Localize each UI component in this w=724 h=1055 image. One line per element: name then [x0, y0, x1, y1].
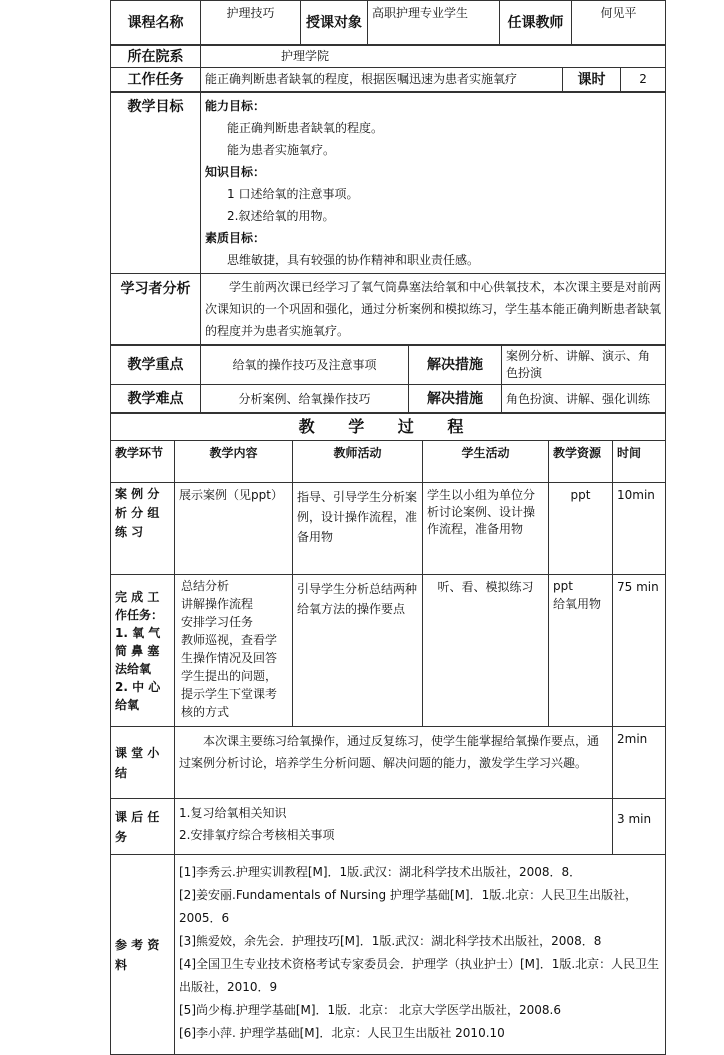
quality-item: 思维敏捷，具有较强的协作精神和职业责任感。 [227, 253, 480, 267]
row2-content-line: 总结分析 [181, 579, 230, 593]
ability-item: 能正确判断患者缺氧的程度。 [227, 121, 384, 135]
hours-label: 课时 [563, 68, 621, 92]
course-label: 课程名称 [111, 1, 201, 45]
goals-label: 教学目标 [111, 93, 201, 274]
college-task-table [110, 45, 666, 92]
row1-teacher: 指导、引导学生分析案例，设计操作流程，准备用物 [293, 483, 423, 575]
row2-stage-line: 给氧 [115, 697, 140, 712]
reference-item: [5]尚少梅.护理学基础[M]．1版．北京： 北京大学医学出版社，2008.6 [179, 1003, 561, 1017]
goals-table [110, 92, 666, 345]
process-table [110, 413, 666, 1055]
audience-label: 授课对象 [301, 1, 368, 45]
row2-student: 听、看、模拟练习 [423, 575, 549, 727]
row1-student: 学生以小组为单位分析讨论案例、设计操作流程，准备用物 [423, 483, 549, 575]
reference-item: [2]姜安丽.Fundamentals of Nursing 护理学基础[M]．1版.北京：人民卫生出版社，2005．6 [179, 888, 638, 925]
key-difficulty-table [110, 345, 666, 413]
difficulty-measure: 角色扮演、讲解、强化训练 [502, 385, 666, 413]
row2-content-line: 教师巡视，查看学生操作情况及回答学生提出的问题， [181, 633, 278, 683]
col-resource: 教学资源 [549, 441, 613, 483]
row1-resource: ppt [549, 483, 613, 575]
task-value: 能正确判断患者缺氧的程度，根据医嘱迅速为患者实施氧疗 [201, 68, 563, 92]
key-measure: 案例分析、讲解、演示、角色扮演 [502, 346, 666, 385]
analysis-text: 学生前两次课已经学习了氧气筒鼻塞法给氧和中心供氧技术，本次课主要是对前两次课知识的一个巩固和强化，通过分析案例和模拟练习，学生基本能正确判断患者缺氧的程度并为患者实施氧疗。 [201, 274, 666, 345]
row2-time: 75 min [613, 575, 666, 727]
knowledge-item: 2.叙述给氧的用物。 [227, 209, 335, 223]
difficulty-measure-label: 解决措施 [409, 385, 502, 413]
hours-value: 2 [621, 68, 666, 92]
info-table [110, 0, 666, 45]
row2-content-line: 提示学生下堂课考核的方式 [181, 687, 278, 719]
col-stage: 教学环节 [111, 441, 175, 483]
row2-resource-line: 给氧用物 [553, 597, 602, 611]
college-value: 护理学院 [201, 46, 666, 68]
ability-item: 能为患者实施氧疗。 [227, 143, 336, 157]
reference-item: [3]熊爱姣，余先会．护理技巧[M]．1版.武汉：湖北科学技术出版社，2008．8 [179, 934, 602, 948]
row2-stage-line: 简 鼻 塞 [115, 643, 160, 658]
reference-item: [6]李小萍. 护理学基础[M]．北京：人民卫生出版社 2010.10 [179, 1026, 505, 1040]
references-label: 参 考 资 料 [111, 855, 175, 1055]
quality-title: 素质目标： [205, 231, 266, 245]
row2-resource-line: ppt [553, 579, 573, 593]
reference-item: [4]全国卫生专业技术资格考试专家委员会．护理学（执业护士）[M]．1版.北京：人民卫生出版社，2010．9 [179, 957, 660, 994]
knowledge-title: 知识目标： [205, 165, 266, 179]
homework-time: 3 min [613, 799, 666, 855]
row2-stage-line: 1. 氧 气 [115, 625, 161, 640]
knowledge-item: 1 口述给氧的注意事项。 [227, 187, 359, 201]
audience-value: 高职护理专业学生 [368, 1, 500, 45]
ability-title: 能力目标： [205, 99, 266, 113]
key-label: 教学重点 [111, 346, 201, 385]
col-time: 时间 [613, 441, 666, 483]
analysis-label: 学习者分析 [111, 274, 201, 345]
row2-stage-line: 法给氧 [115, 661, 152, 676]
summary-label: 课 堂 小 结 [111, 727, 175, 799]
row2-stage-line: 完 成 工 [115, 589, 160, 604]
course-value: 护理技巧 [201, 1, 301, 45]
row2-content-line: 讲解操作流程 [181, 597, 254, 611]
summary-text: 本次课主要练习给氧操作，通过反复练习，使学生能掌握给氧操作要点，通过案例分析讨论，培养学生分析问题、解决问题的能力，激发学生学习兴趣。 [175, 727, 613, 799]
reference-item: [1]李秀云.护理实训教程[M]．1版.武汉：湖北科学技术出版社，2008．8． [179, 865, 582, 879]
key-content: 给氧的操作技巧及注意事项 [201, 346, 409, 385]
teacher-label: 任课教师 [500, 1, 572, 45]
row1-time: 10min [613, 483, 666, 575]
row2-stage-line: 作任务： [115, 607, 164, 622]
row2-stage-line: 2. 中 心 [115, 679, 161, 694]
row1-content: 展示案例（见ppt） [175, 483, 293, 575]
homework-label: 课 后 任 务 [111, 799, 175, 855]
homework-item: 2.安排氧疗综合考核相关事项 [179, 828, 335, 842]
summary-time: 2min [613, 727, 666, 799]
homework-item: 1.复习给氧相关知识 [179, 806, 287, 820]
college-label: 所在院系 [111, 46, 201, 68]
difficulty-content: 分析案例、给氧操作技巧 [201, 385, 409, 413]
process-title: 教 学 过 程 [111, 414, 666, 441]
col-teacher: 教师活动 [293, 441, 423, 483]
row1-stage: 案 例 分 析 分 组 练 习 [111, 483, 175, 575]
task-label: 工作任务 [111, 68, 201, 92]
difficulty-label: 教学难点 [111, 385, 201, 413]
row2-content-line: 安排学习任务 [181, 615, 254, 629]
col-student: 学生活动 [423, 441, 549, 483]
row2-teacher: 引导学生分析总结两种给氧方法的操作要点 [293, 575, 423, 727]
teacher-value: 何见平 [572, 1, 666, 45]
lesson-plan [110, 0, 665, 1055]
col-content: 教学内容 [175, 441, 293, 483]
key-measure-label: 解决措施 [409, 346, 502, 385]
